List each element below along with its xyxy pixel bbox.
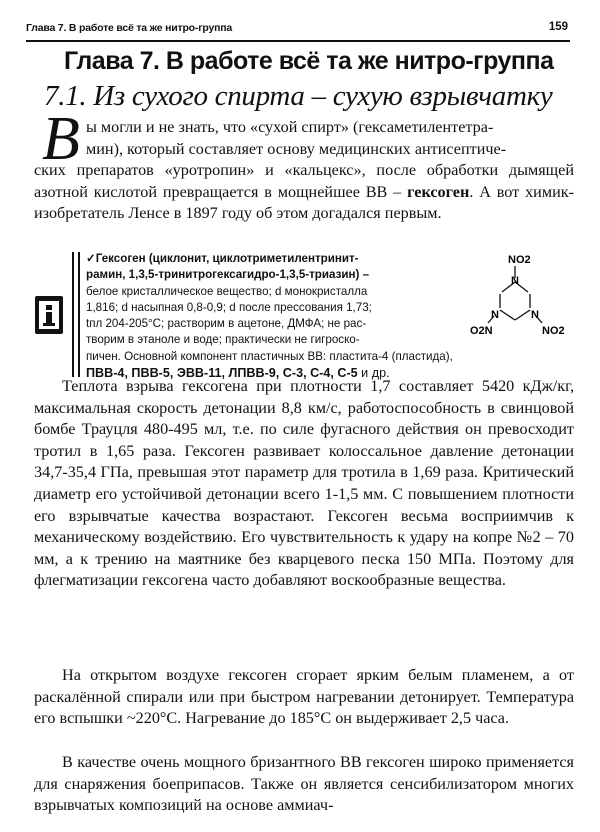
section-title: 7.1. Из сухого спирта – сухую взрывчатку: [44, 80, 553, 112]
ring-nitrogen-left: N: [491, 309, 499, 321]
chapter-title: Глава 7. В работе всё та же нитро-группа: [64, 47, 554, 75]
paragraph-detonation-properties: Теплота взрыва гексогена при плотности 1,7 составляет 5420 кДж/кг, максимальная скорость детонации 8,8 км/с, работоспособность в свинцовой бомбе Трауцля 480-495 мл, т.е. по силе фугасного действия он превосходит тротил в 1,65 раза. Гексоген развивает колоссальное давление детонации 34,7-35,4 ГПа, превышая этот параметр для тротила в 1,69 раза. Критический диаметр его устойчивой детонации всего 1-1,5 мм. С повышением плотности его взрывчатые качества возрастают. Гексоген весьма восприимчив к механическому воздействию. Его чувствительность к удару на копре №2 – 70 мм, а к трению на маятнике без кварцевого песка 150 МПа. Поэтому для флегматизации гексогена часто добавляют воскообразные вещества.: [34, 377, 574, 590]
note-tail: и др.: [357, 366, 390, 381]
intro-line-1: ы могли и не знать, что «сухой спирт» (гексаметилентетра-: [86, 118, 494, 136]
intro-bold-term: гексоген: [407, 182, 470, 201]
info-icon: [35, 296, 63, 334]
nitro-group-top: NO2: [508, 254, 531, 266]
paragraph-combustion: На открытом воздухе гексоген сгорает ярким белым пламенем, а от раскалённой спирали или при быстром нагревании детонирует. Температура его вспышки ~220°С. Нагревание до 185°С он выдерживает 2,5 часа.: [34, 666, 574, 728]
drop-cap: В: [42, 105, 80, 173]
intro-text-b: . А вот химик-изобретатель Ленсе в 1897 году об этом догадался первым.: [34, 182, 574, 223]
note-line-4: 1,816; d насыпная 0,8-0,9; d после прессования 1,73;: [86, 300, 372, 314]
note-line-2: рамин, 1,3,5-тринитрогексагидро-1,3,5-триазин) –: [86, 268, 370, 282]
rdx-structure-diagram: [470, 250, 580, 335]
running-title: Глава 7. В работе всё та же нитро-группа: [26, 22, 233, 34]
note-line-3: белое кристаллическое вещество; d монокристалла: [86, 284, 368, 298]
intro-line-2: мин), который составляет основу медицинских антисептиче-: [86, 139, 507, 158]
intro-first-lines: [86, 117, 574, 160]
paragraph-applications: В качестве очень мощного бризантного ВВ гексоген широко применяется для снаряжения боеприпасов. Также он является сенсибилизатором многих взрывчатых композиций на основе аммиач-: [34, 753, 574, 815]
running-header: [26, 22, 570, 42]
page-number: 159: [548, 21, 568, 33]
ring-nitrogen-top: N: [511, 275, 519, 287]
nitro-group-right: NO2: [542, 325, 565, 335]
note-line-5: tпл 204-205°С; растворим в ацетоне, ДМФА; не рас-: [86, 317, 367, 331]
note-line-6: творим в этаноле и воде; практически не гигроско-: [86, 333, 360, 347]
sidebar-rule: [72, 252, 80, 377]
intro-paragraph-rest: [34, 160, 574, 225]
note-line-1: ✓Гексоген (циклонит, циклотриметилентринит-: [86, 252, 359, 265]
note-explosives-list: ПВВ-4, ПВВ-5, ЭВВ-11, ЛПВВ-9, С-3, С-4, С-5: [86, 366, 358, 381]
note-line-7: пичен. Основной компонент пластичных ВВ: пластита-4 (пластида),: [86, 349, 453, 363]
intro-text-a: ских препаратов «уротропин» и «кальцекс», после обработки дымящей азотной кислотой превращается в мощнейшее ВВ –: [34, 161, 574, 201]
ring-nitrogen-right: N: [531, 309, 539, 321]
nitro-group-left: O2N: [470, 325, 493, 335]
